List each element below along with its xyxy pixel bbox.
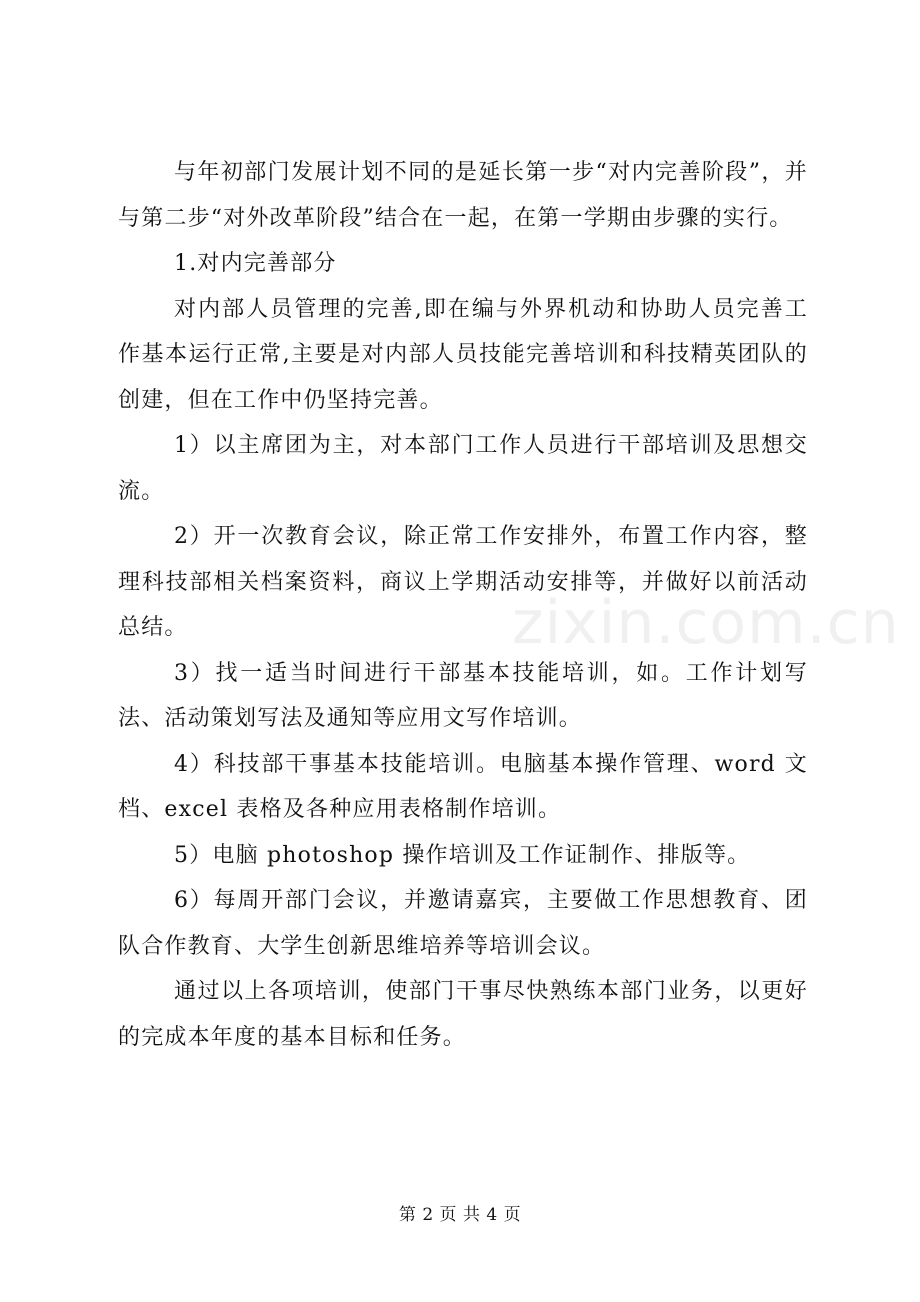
list-item-4: 4）科技部干事基本技能培训。电脑基本操作管理、word 文档、excel 表格及各种应用表格制作培训。: [118, 751, 808, 822]
list-item-1: 1）以主席团为主，对本部门工作人员进行干部培训及思想交流。: [118, 433, 808, 504]
list-item-3: 3）找一适当时间进行干部基本技能培训，如。工作计划写法、活动策划写法及通知等应用文写作培训。: [118, 660, 808, 731]
list-item-5: 5）电脑 photoshop 操作培训及工作证制作、排版等。: [174, 842, 751, 868]
page-footer: 第 2 页 共 4 页: [398, 1205, 522, 1225]
paragraph-conclusion: 通过以上各项培训，使部门干事尽快熟练本部门业务，以更好的完成本年度的基本目标和任务。: [118, 979, 808, 1050]
list-item-6: 6）每周开部门会议，并邀请嘉宾，主要做工作思想教育、团队合作教育、大学生创新思维培养等培训会议。: [118, 888, 808, 959]
paragraph-intro: 与年初部门发展计划不同的是延长第一步“对内完善阶段”，并与第二步“对外改革阶段”结合在一起，在第一学期由步骤的实行。: [118, 160, 808, 231]
section-heading: 1.对内完善部分: [174, 251, 337, 276]
watermark: zixin.com.cn: [512, 588, 900, 658]
paragraph-overview: 对内部人员管理的完善,即在编与外界机动和协助人员完善工作基本运行正常,主要是对内部人员技能完善培训和科技精英团队的创建，但在工作中仍坚持完善。: [118, 296, 808, 413]
list-item-2: 2）开一次教育会议，除正常工作安排外，布置工作内容，整理科技部相关档案资料，商议上学期活动安排等，并做好以前活动总结。: [118, 524, 808, 640]
document-body: [118, 150, 808, 1060]
